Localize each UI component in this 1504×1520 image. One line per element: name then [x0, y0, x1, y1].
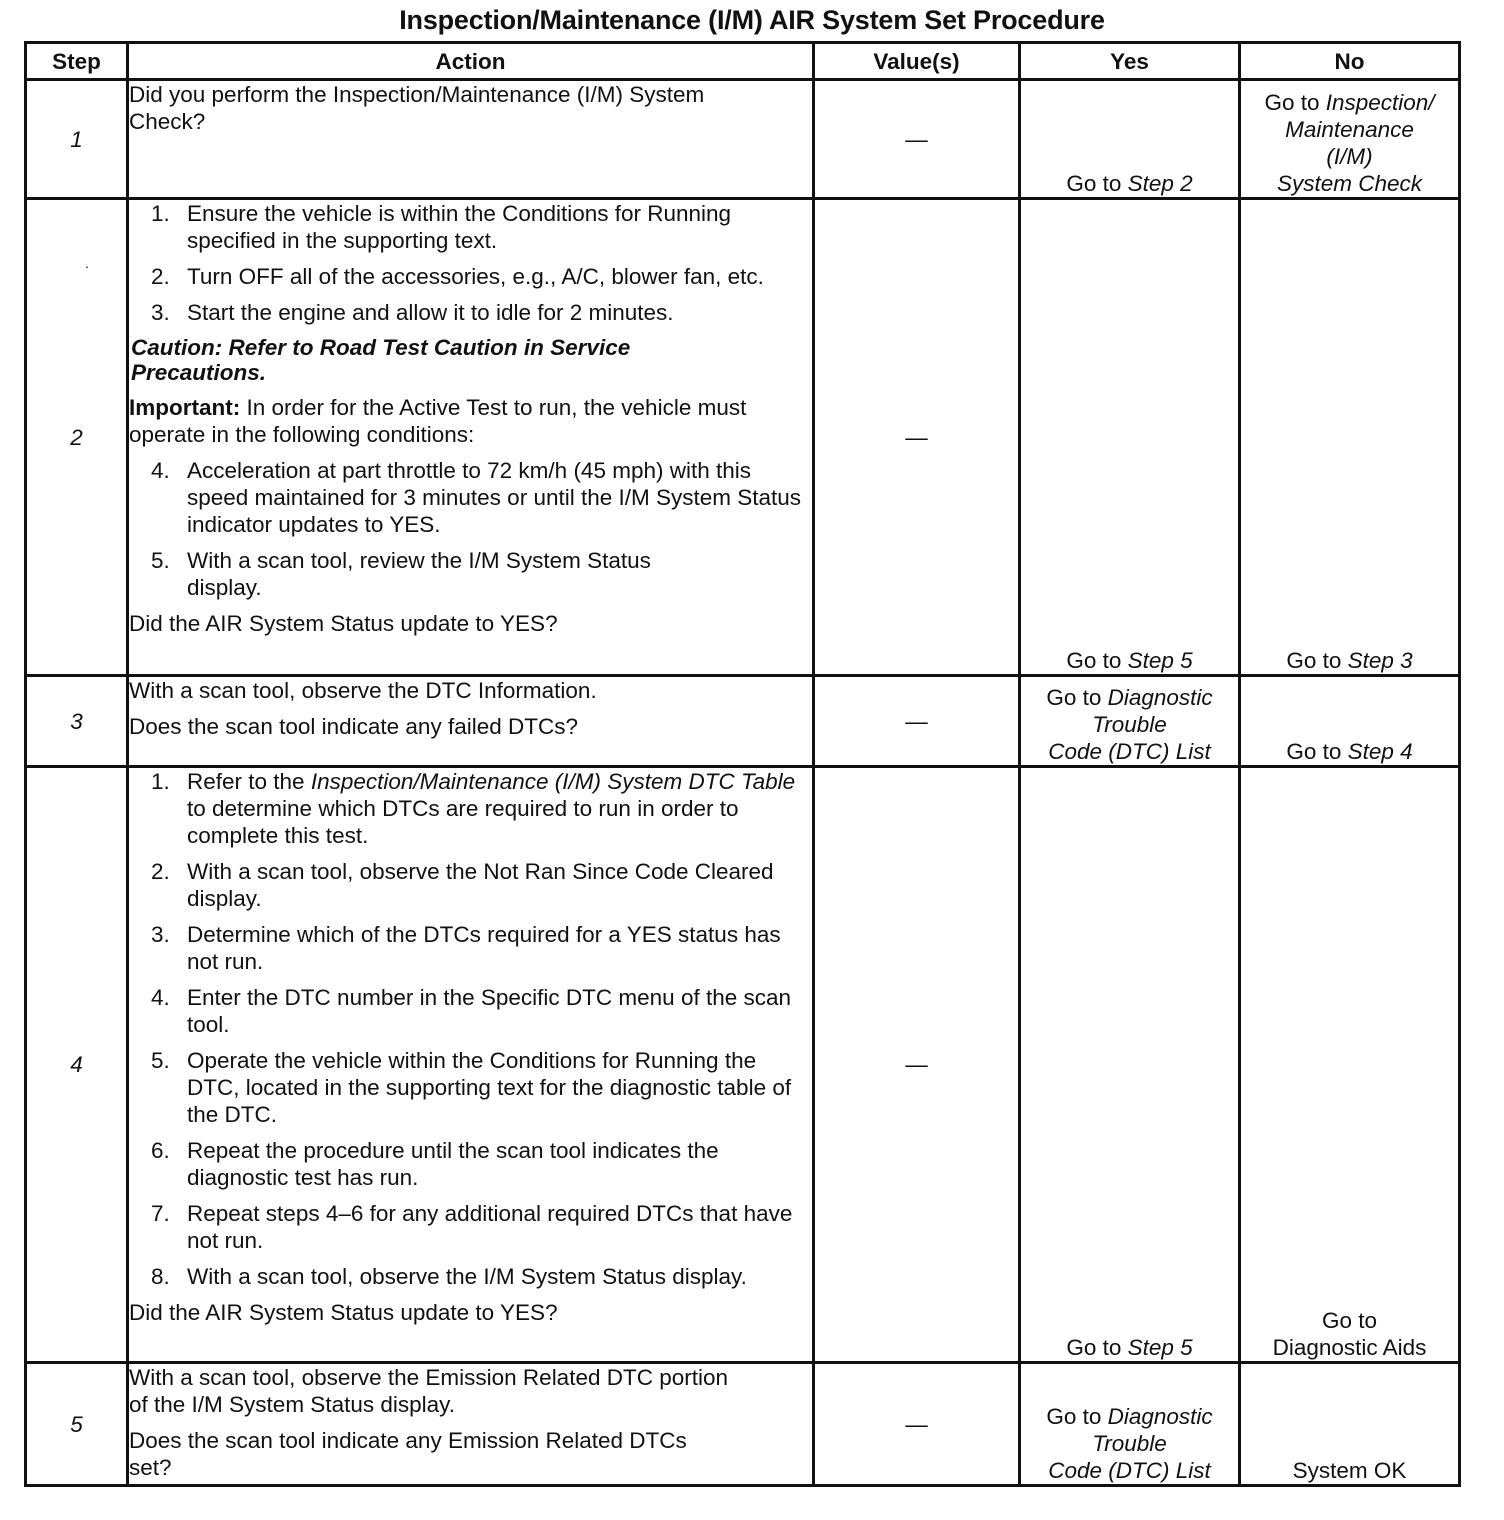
yes-target-line2: Trouble: [1092, 1431, 1167, 1456]
no-line1: Go to: [1321, 1308, 1378, 1333]
action-question: Does the scan tool indicate any failed DTCs?: [129, 714, 578, 739]
header-action: Action: [128, 43, 814, 80]
step-number: 3: [26, 676, 128, 767]
no-prefix: Go to: [1264, 90, 1320, 115]
header-row: [26, 43, 1460, 80]
action-cell: [128, 676, 814, 767]
action-text: With a scan tool, observe the Emission Related DTC portion of the I/M System Status display.: [129, 1365, 729, 1417]
yes-prefix: Go to: [1046, 685, 1102, 710]
yes-target-line3: Code (DTC) List: [1048, 1458, 1211, 1483]
yes-target: Step 5: [1127, 1335, 1193, 1360]
list-item: 5. Operate the vehicle within the Conditions for Running the DTC, located in the supporting text for the diagnostic table of the DTC.: [151, 1048, 792, 1127]
header-no: No: [1240, 43, 1460, 80]
table-row: [26, 1363, 1460, 1486]
action-cell: [128, 1363, 814, 1486]
yes-target-line3: Code (DTC) List: [1048, 739, 1211, 764]
header-yes: Yes: [1020, 43, 1240, 80]
step-number: 1: [26, 80, 128, 199]
action-question: Did the AIR System Status update to YES?: [129, 611, 558, 636]
table-row: [26, 676, 1460, 767]
yes-target-line1: Diagnostic: [1107, 685, 1213, 710]
value-cell: —: [814, 767, 1020, 1363]
no-line2: Diagnostic Aids: [1272, 1335, 1427, 1360]
action-question: Did you perform the Inspection/Maintenance (I/M) System Check?: [129, 82, 705, 134]
table-row: [26, 199, 1460, 676]
list-item: 6. Repeat the procedure until the scan tool indicates the diagnostic test has run.: [151, 1138, 719, 1190]
value-cell: —: [814, 1363, 1020, 1486]
yes-target-line2: Trouble: [1092, 712, 1167, 737]
yes-prefix: Go to: [1066, 648, 1122, 673]
step-number: 5: [26, 1363, 128, 1486]
yes-prefix: Go to: [1066, 1335, 1122, 1360]
no-target-line2: Maintenance: [1285, 117, 1414, 142]
value-cell: —: [814, 199, 1020, 676]
yes-cell: [1020, 767, 1240, 1363]
value-cell: —: [814, 80, 1020, 199]
yes-cell: [1020, 199, 1240, 676]
yes-target-line1: Diagnostic: [1107, 1404, 1213, 1429]
no-target: Step 4: [1347, 739, 1413, 764]
list-item: 2. Turn OFF all of the accessories, e.g., A/C, blower fan, etc.: [151, 264, 764, 289]
no-cell: [1240, 767, 1460, 1363]
list-item: 3. Determine which of the DTCs required for a YES status has not run.: [151, 922, 781, 974]
list-item: 2. With a scan tool, observe the Not Ran Since Code Cleared display.: [151, 859, 774, 911]
action-text: With a scan tool, observe the DTC Information.: [129, 678, 597, 703]
page-title: Inspection/Maintenance (I/M) AIR System Set Procedure: [399, 5, 1105, 35]
step-number: 4: [26, 767, 128, 1363]
list-item: 4. Acceleration at part throttle to 72 km/h (45 mph) with this speed maintained for 3 minutes or until the I/M System Status indicator updates to YES.: [151, 458, 802, 537]
table-row: [26, 767, 1460, 1363]
action-list: [129, 457, 812, 601]
step-cell: [26, 199, 128, 676]
no-cell: [1240, 80, 1460, 199]
table-row: [26, 80, 1460, 199]
yes-cell: [1020, 676, 1240, 767]
list-item: 4. Enter the DTC number in the Specific DTC menu of the scan tool.: [151, 985, 792, 1037]
no-cell: System OK: [1240, 1363, 1460, 1486]
no-target-line1: Inspection/: [1325, 90, 1435, 115]
list-item: 1. Refer to the Inspection/Maintenance (I/M) System DTC Table to determine which DTCs are required to run in order to complete this test.: [151, 769, 796, 848]
action-cell: [128, 80, 814, 199]
no-target-line4: System Check: [1276, 171, 1423, 196]
yes-cell: [1020, 80, 1240, 199]
action-list: [129, 768, 812, 1290]
no-target: Step 3: [1347, 648, 1413, 673]
no-cell: [1240, 676, 1460, 767]
yes-target: Step 5: [1127, 648, 1193, 673]
value-cell: —: [814, 676, 1020, 767]
no-cell: [1240, 199, 1460, 676]
header-values: Value(s): [814, 43, 1020, 80]
list-item: 7. Repeat steps 4–6 for any additional required DTCs that have not run.: [151, 1201, 793, 1253]
yes-target: Step 2: [1127, 171, 1193, 196]
list-item: 1. Ensure the vehicle is within the Conditions for Running specified in the supporting text.: [151, 201, 732, 253]
step-stray-mark: .: [85, 255, 89, 271]
header-step: Step: [26, 43, 128, 80]
list-item: 3. Start the engine and allow it to idle for 2 minutes.: [151, 300, 674, 325]
list-item: 5. With a scan tool, review the I/M System Status display.: [151, 548, 651, 600]
yes-cell: [1020, 1363, 1240, 1486]
action-cell: [128, 767, 814, 1363]
caution-text: Caution: Refer to Road Test Caution in Service Precautions.: [131, 335, 631, 385]
action-list: [129, 200, 812, 326]
yes-prefix: Go to: [1066, 171, 1122, 196]
step-number: 2: [70, 424, 83, 450]
list-item: 8. With a scan tool, observe the I/M System Status display.: [151, 1264, 747, 1289]
action-cell: [128, 199, 814, 676]
yes-prefix: Go to: [1046, 1404, 1102, 1429]
important-note: Important: In order for the Active Test to run, the vehicle must operate in the following conditions:: [129, 395, 747, 447]
procedure-table: [24, 41, 1461, 1487]
action-question: Does the scan tool indicate any Emission Related DTCs set?: [129, 1428, 687, 1480]
no-prefix: Go to: [1286, 739, 1342, 764]
no-target-line3: (I/M): [1326, 144, 1373, 169]
action-question: Did the AIR System Status update to YES?: [129, 1300, 558, 1325]
no-prefix: Go to: [1286, 648, 1342, 673]
